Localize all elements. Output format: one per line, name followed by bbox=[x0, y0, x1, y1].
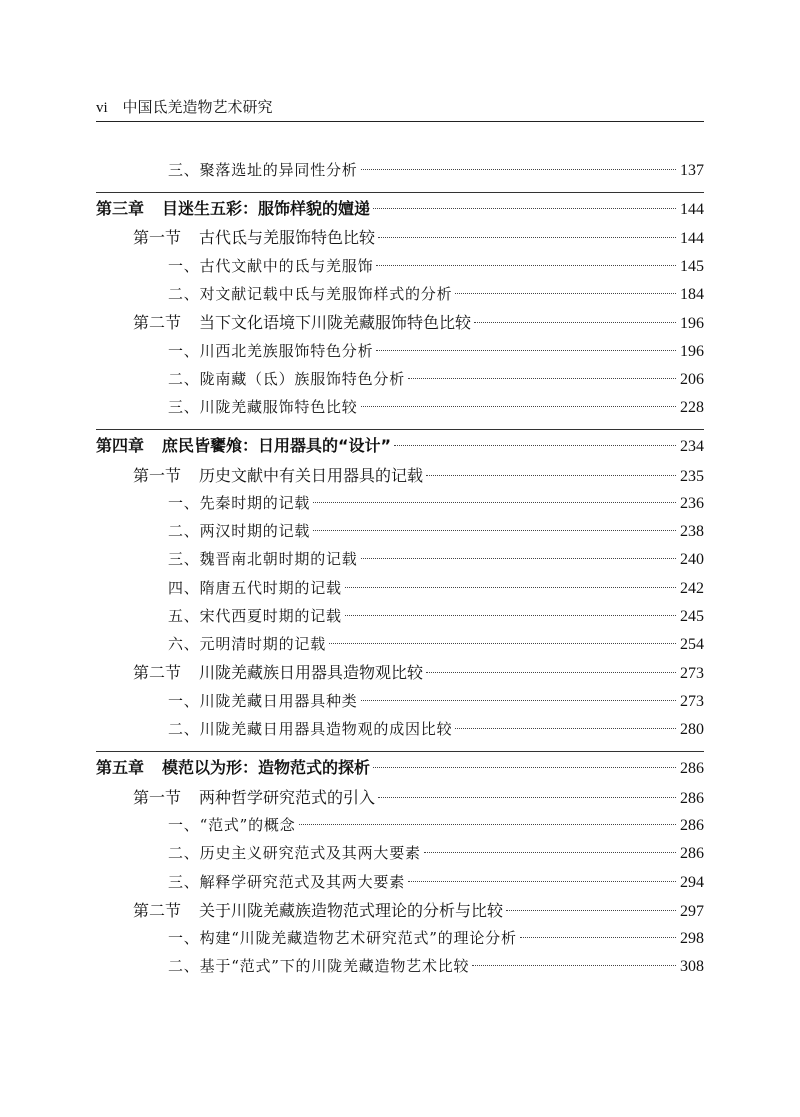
toc-page-number: 245 bbox=[680, 608, 704, 625]
toc-section bbox=[133, 786, 704, 810]
toc-item bbox=[168, 576, 704, 600]
section-title: 川陇羌藏族日用器具造物观比较 bbox=[199, 663, 424, 682]
toc-item bbox=[168, 339, 704, 363]
toc-item bbox=[168, 926, 704, 950]
toc-item-title: 三、解释学研究范式及其两大要素 bbox=[168, 873, 406, 891]
dot-leader bbox=[345, 587, 676, 588]
dot-leader bbox=[313, 502, 676, 503]
section-label: 第一节 bbox=[133, 466, 182, 485]
toc-page-number: 254 bbox=[680, 636, 704, 653]
section-title: 关于川陇羌藏族造物范式理论的分析与比较 bbox=[199, 901, 504, 920]
dot-leader bbox=[345, 615, 676, 616]
section-label: 第二节 bbox=[133, 313, 182, 332]
toc-section bbox=[133, 899, 704, 923]
toc-section bbox=[133, 311, 704, 335]
dot-leader bbox=[394, 445, 676, 446]
dot-leader bbox=[361, 406, 676, 407]
toc-item bbox=[168, 689, 704, 713]
toc-page-number: 238 bbox=[680, 523, 704, 540]
section-label: 第一节 bbox=[133, 228, 182, 247]
dot-leader bbox=[472, 965, 676, 966]
toc-item-title: 三、川陇羌藏服饰特色比较 bbox=[168, 398, 358, 416]
chapter-rule bbox=[96, 751, 704, 752]
dot-leader bbox=[313, 530, 676, 531]
toc-page-number: 236 bbox=[680, 495, 704, 512]
toc-page-number: 286 bbox=[680, 817, 704, 834]
toc-page-number: 196 bbox=[680, 315, 704, 332]
toc-page-number: 286 bbox=[680, 845, 704, 862]
toc-item-title: 五、宋代西夏时期的记载 bbox=[168, 607, 342, 625]
toc-item-title: 二、两汉时期的记载 bbox=[168, 522, 311, 540]
toc-page-number: 273 bbox=[680, 665, 704, 682]
toc-item-title: 一、“范式”的概念 bbox=[168, 816, 296, 834]
toc-item bbox=[168, 813, 704, 837]
dot-leader bbox=[378, 237, 676, 238]
toc-chapter bbox=[96, 197, 704, 221]
dot-leader bbox=[424, 852, 676, 853]
toc-item-title: 二、对文献记载中氐与羌服饰样式的分析 bbox=[168, 285, 453, 303]
toc-item bbox=[168, 547, 704, 571]
toc-item-title: 二、历史主义研究范式及其两大要素 bbox=[168, 844, 421, 862]
toc-item bbox=[168, 519, 704, 543]
section-label: 第二节 bbox=[133, 663, 182, 682]
toc-item-title: 一、川陇羌藏日用器具种类 bbox=[168, 692, 358, 710]
toc-item bbox=[168, 954, 704, 978]
toc-item bbox=[168, 395, 704, 419]
section-title: 古代氐与羌服饰特色比较 bbox=[199, 228, 376, 247]
toc-chapter bbox=[96, 434, 704, 458]
toc-item bbox=[168, 367, 704, 391]
dot-leader bbox=[373, 208, 676, 209]
dot-leader bbox=[408, 881, 676, 882]
toc-item-title: 一、先秦时期的记载 bbox=[168, 494, 311, 512]
toc-page-number: 144 bbox=[680, 230, 704, 247]
toc-item bbox=[168, 158, 704, 182]
dot-leader bbox=[361, 700, 676, 701]
section-label: 第一节 bbox=[133, 788, 182, 807]
chapter-label: 第三章 bbox=[96, 199, 145, 218]
toc-page-number: 280 bbox=[680, 721, 704, 738]
toc-item-title: 一、川西北羌族服饰特色分析 bbox=[168, 342, 374, 360]
toc-page-number: 137 bbox=[680, 162, 704, 179]
toc-page-number: 196 bbox=[680, 343, 704, 360]
toc-section bbox=[133, 464, 704, 488]
toc-item-title: 一、古代文献中的氐与羌服饰 bbox=[168, 257, 374, 275]
dot-leader bbox=[506, 910, 676, 911]
dot-leader bbox=[474, 322, 676, 323]
chapter-title: 模范以为形：造物范式的探析 bbox=[162, 758, 371, 777]
toc-item bbox=[168, 870, 704, 894]
chapter-title: 目迷生五彩：服饰样貌的嬗递 bbox=[162, 199, 371, 218]
toc-page-number: 308 bbox=[680, 958, 704, 975]
dot-leader bbox=[376, 350, 676, 351]
dot-leader bbox=[455, 728, 676, 729]
dot-leader bbox=[426, 475, 676, 476]
section-title: 两种哲学研究范式的引入 bbox=[199, 788, 376, 807]
toc-item-title: 三、聚落选址的异同性分析 bbox=[168, 161, 358, 179]
chapter-rule bbox=[96, 429, 704, 430]
toc-page-number: 298 bbox=[680, 930, 704, 947]
toc-item bbox=[168, 717, 704, 741]
chapter-rule bbox=[96, 192, 704, 193]
dot-leader bbox=[329, 643, 676, 644]
toc-item-title: 二、陇南藏（氐）族服饰特色分析 bbox=[168, 370, 406, 388]
chapter-label: 第五章 bbox=[96, 758, 145, 777]
toc-item bbox=[168, 282, 704, 306]
chapter-label: 第四章 bbox=[96, 436, 145, 455]
toc-item-title: 二、川陇羌藏日用器具造物观的成因比较 bbox=[168, 720, 453, 738]
dot-leader bbox=[361, 558, 676, 559]
dot-leader bbox=[376, 265, 676, 266]
toc-item bbox=[168, 491, 704, 515]
toc-page-number: 240 bbox=[680, 551, 704, 568]
toc-item-title: 二、基于“范式”下的川陇羌藏造物艺术比较 bbox=[168, 957, 470, 975]
toc-page-number: 242 bbox=[680, 580, 704, 597]
dot-leader bbox=[408, 378, 676, 379]
toc-item bbox=[168, 604, 704, 628]
dot-leader bbox=[299, 824, 676, 825]
section-title: 历史文献中有关日用器具的记载 bbox=[199, 466, 424, 485]
section-label: 第二节 bbox=[133, 901, 182, 920]
toc-item bbox=[168, 254, 704, 278]
dot-leader bbox=[373, 767, 676, 768]
toc-page-number: 206 bbox=[680, 371, 704, 388]
toc-item bbox=[168, 841, 704, 865]
toc-page-number: 144 bbox=[680, 201, 704, 218]
section-title: 当下文化语境下川陇羌藏服饰特色比较 bbox=[199, 313, 472, 332]
dot-leader bbox=[455, 293, 676, 294]
toc-item-title: 四、隋唐五代时期的记载 bbox=[168, 579, 342, 597]
toc-section bbox=[133, 661, 704, 685]
book-title: 中国氐羌造物艺术研究 bbox=[122, 98, 273, 116]
dot-leader bbox=[378, 797, 676, 798]
dot-leader bbox=[361, 169, 676, 170]
toc-page-number: 286 bbox=[680, 790, 704, 807]
toc-page-number: 228 bbox=[680, 399, 704, 416]
page-folio: vi bbox=[96, 100, 108, 116]
toc-chapter bbox=[96, 756, 704, 780]
toc-section bbox=[133, 226, 704, 250]
toc-page-number: 184 bbox=[680, 286, 704, 303]
toc-page-number: 286 bbox=[680, 760, 704, 777]
dot-leader bbox=[520, 937, 676, 938]
toc-item-title: 一、构建“川陇羌藏造物艺术研究范式”的理论分析 bbox=[168, 929, 517, 947]
toc-item-title: 三、魏晋南北朝时期的记载 bbox=[168, 550, 358, 568]
dot-leader bbox=[426, 672, 676, 673]
toc-item bbox=[168, 632, 704, 656]
toc-page-number: 273 bbox=[680, 693, 704, 710]
toc-page-number: 234 bbox=[680, 438, 704, 455]
toc-page-number: 294 bbox=[680, 874, 704, 891]
toc-page-number: 297 bbox=[680, 903, 704, 920]
toc-item-title: 六、元明清时期的记载 bbox=[168, 635, 327, 653]
toc-page-number: 145 bbox=[680, 258, 704, 275]
chapter-title: 庶民皆饔飧：日用器具的“设计” bbox=[162, 436, 392, 455]
toc-page-number: 235 bbox=[680, 468, 704, 485]
